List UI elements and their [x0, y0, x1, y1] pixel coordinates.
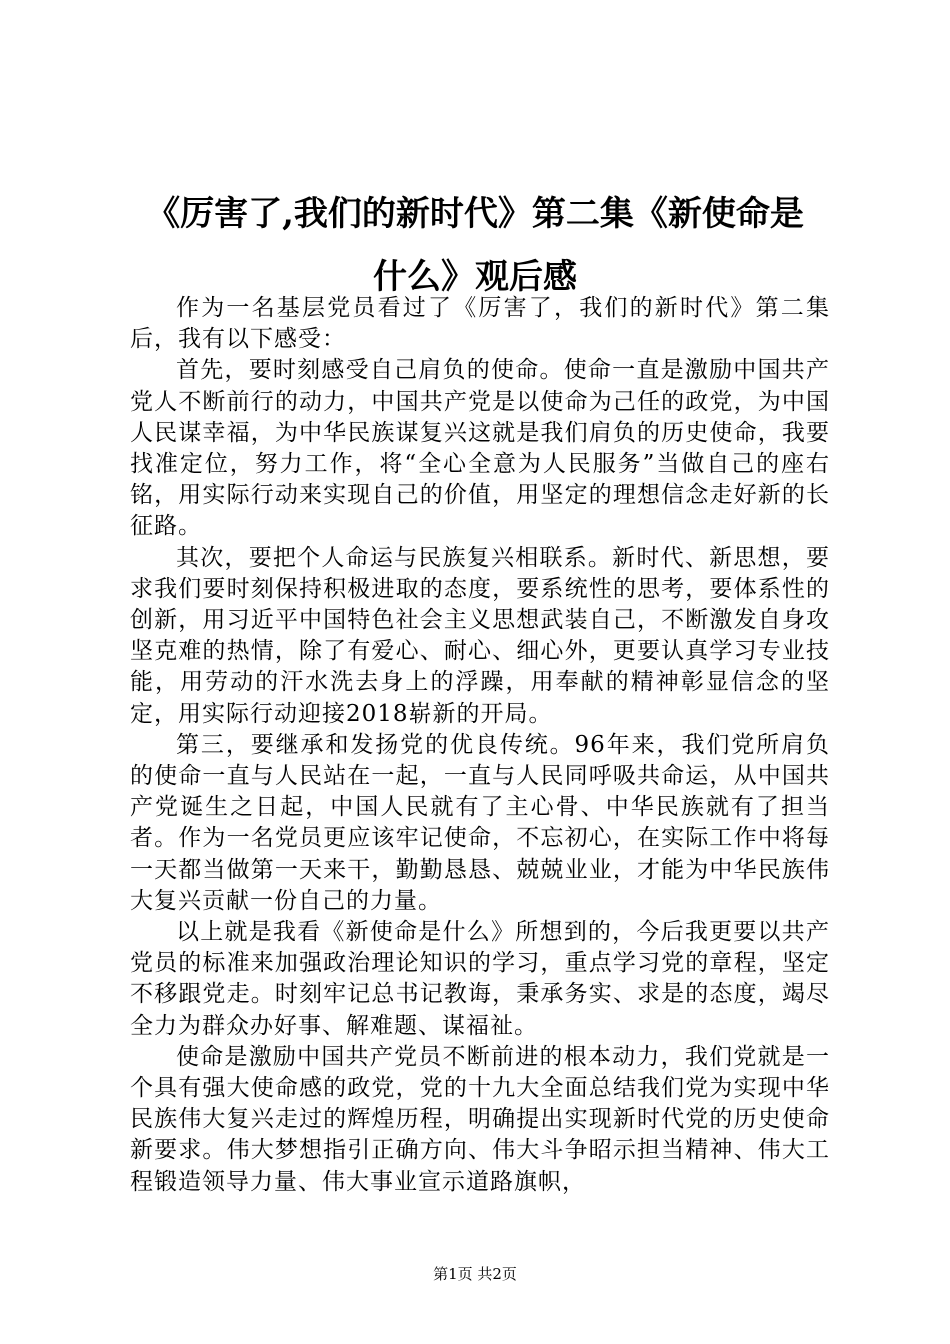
title-line-1: 《厉害了,我们的新时代》第二集《新使命是: [146, 194, 804, 234]
paragraph-3: 其次，要把个人命运与民族复兴相联系。新时代、新思想，要求我们要时刻保持积极进取的态度，要系统性的思考，要体系性的创新，用习近平中国特色社会主义思想武装自己，不断激发自身攻坚克难的热情，除了有爱心、耐心、细心外，更要认真学习专业技能，用劳动的汗水洗去身上的浮躁，用奉献的精神彰显信念的坚定，用实际行动迎接2018崭新的开局。: [130, 544, 830, 727]
paragraph-4: 第三，要继承和发扬党的优良传统。96年来，我们党所肩负的使命一直与人民站在一起，一直与人民同呼吸共命运，从中国共产党诞生之日起，中国人民就有了主心骨、中华民族就有了担当者。作为一名党员更应该牢记使命，不忘初心，在实际工作中将每一天都当做第一天来干，勤勤恳恳、兢兢业业，才能为中华民族伟大复兴贡献一份自己的力量。: [130, 731, 830, 914]
document-body: [130, 293, 830, 1198]
paragraph-6: 使命是激励中国共产党员不断前进的根本动力，我们党就是一个具有强大使命感的政党，党的十九大全面总结我们党为实现中华民族伟大复兴走过的辉煌历程，明确提出实现新时代党的历史使命新要求。伟大梦想指引正确方向、伟大斗争昭示担当精神、伟大工程锻造领导力量、伟大事业宣示道路旗帜，: [130, 1043, 830, 1195]
paragraph-1: 作为一名基层党员看过了《厉害了，我们的新时代》第二集后，我有以下感受：: [130, 295, 830, 353]
title-line-2: 什么》观后感: [373, 257, 577, 297]
paragraph-5: 以上就是我看《新使命是什么》所想到的，今后我更要以共产党员的标准来加强政治理论知识的学习，重点学习党的章程，坚定不移跟党走。时刻牢记总书记教诲，秉承务实、求是的态度，竭尽全力为群众办好事、解难题、谋福祉。: [130, 919, 830, 1039]
document-title: [100, 183, 850, 309]
paragraph-2: 首先，要时刻感受自己肩负的使命。使命一直是激励中国共产党人不断前行的动力，中国共产党是以使命为己任的政党，为中国人民谋幸福，为中华民族谋复兴这就是我们肩负的历史使命，我要找准定位，努力工作，将“全心全意为人民服务”当做自己的座右铭，用实际行动来实现自己的价值，用坚定的理想信念走好新的长征路。: [130, 357, 830, 540]
page-number-footer: 第1页 共2页: [433, 1265, 517, 1283]
